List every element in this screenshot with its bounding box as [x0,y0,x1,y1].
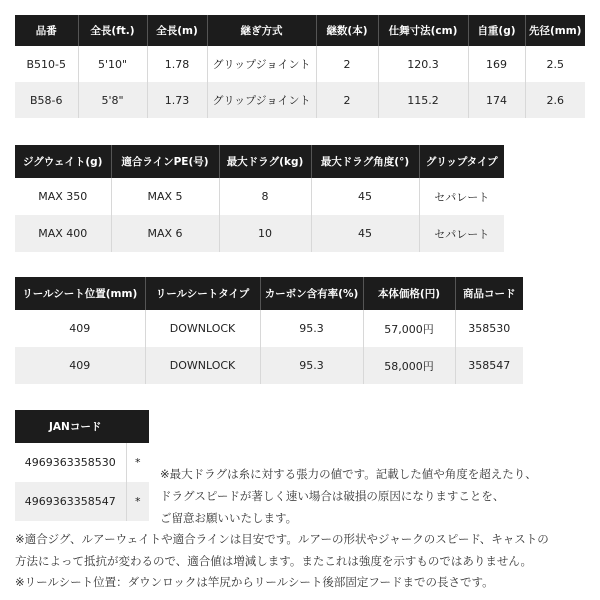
table-cell: 120.3 [378,46,468,82]
table-cell: 174 [468,82,525,118]
table-cell: MAX 5 [111,178,219,215]
col-header: 先径(mm) [525,15,585,46]
col-header: 本体価格(円) [363,277,455,310]
table-cell: 2 [316,46,378,82]
table-cell: 358547 [455,347,523,384]
spec-table-main [15,15,585,118]
table-cell: 5'10" [78,46,147,82]
table-cell: 8 [219,178,311,215]
col-header: 仕舞寸法(cm) [378,15,468,46]
table-row [15,82,585,118]
table-cell: 409 [15,310,145,347]
col-header: グリップタイプ [419,145,504,178]
col-header: リールシートタイプ [145,277,260,310]
spec-table-price [15,277,523,384]
table-cell: 1.78 [147,46,207,82]
table-row [15,482,149,521]
table-header-row [15,410,149,443]
table-cell: B58-6 [15,82,78,118]
table-cell: 2.6 [525,82,585,118]
table-cell: DOWNLOCK [145,310,260,347]
col-header: 商品コード [455,277,523,310]
table-cell: 95.3 [260,347,363,384]
table-row [15,215,504,252]
table-cell: 45 [311,178,419,215]
table-cell: 57,000円 [363,310,455,347]
table-row [15,178,504,215]
table-cell: B510-5 [15,46,78,82]
jan-mark-cell: * [126,482,149,521]
col-header: 全長(ft.) [78,15,147,46]
table-cell: セパレート [419,178,504,215]
note-reel-seat: ※リールシート位置：ダウンロックは竿尻からリールシート後部固定フードまでの長さです。 [15,575,494,589]
table-cell: MAX 400 [15,215,111,252]
table-cell: 2 [316,82,378,118]
table-header-row [15,277,523,310]
table-cell: 115.2 [378,82,468,118]
col-header: 継数(本) [316,15,378,46]
table-row [15,46,585,82]
table-cell: 2.5 [525,46,585,82]
col-header: 適合ラインPE(号) [111,145,219,178]
col-header: リールシート位置(mm) [15,277,145,310]
note-drag-line1: ※最大ドラグは糸に対する張力の値です。記載した値や角度を超えたり、 [160,467,537,481]
table-cell: 45 [311,215,419,252]
jan-mark-cell: * [126,443,149,482]
table-cell: DOWNLOCK [145,347,260,384]
col-header: 品番 [15,15,78,46]
note-jig-line1: ※適合ジグ、ルアーウェイトや適合ラインは目安です。ルアーの形状やジャークのスピード、キャストの [15,532,549,546]
table-header-row [15,145,504,178]
col-header: 全長(m) [147,15,207,46]
table-cell: MAX 6 [111,215,219,252]
table-cell: 58,000円 [363,347,455,384]
col-header: ジグウェイト(g) [15,145,111,178]
table-cell: 5'8" [78,82,147,118]
table-row [15,443,149,482]
col-header: カーボン含有率(%) [260,277,363,310]
table-cell: グリップジョイント [207,46,316,82]
col-header: 継ぎ方式 [207,15,316,46]
table-cell: 1.73 [147,82,207,118]
note-drag-line2: ドラグスピードが著しく速い場合は破損の原因になりますことを、 [160,489,505,503]
jan-code-table [15,410,149,521]
note-jig-line2: 方法によって抵抗が変わるので、適合値は増減します。またこれは強度を示すものではありません。 [15,554,533,568]
jan-code-cell: 4969363358547 [15,482,126,521]
table-cell: MAX 350 [15,178,111,215]
table-cell: 358530 [455,310,523,347]
note-drag-line3: ご留意お願いいたします。 [160,511,298,525]
col-header: 自重(g) [468,15,525,46]
col-header: 最大ドラグ角度(°) [311,145,419,178]
table-cell: 10 [219,215,311,252]
col-header: 最大ドラグ(kg) [219,145,311,178]
table-row [15,347,523,384]
table-cell: 95.3 [260,310,363,347]
table-cell: グリップジョイント [207,82,316,118]
spec-table-drag [15,145,504,252]
table-cell: 409 [15,347,145,384]
table-row [15,310,523,347]
table-cell: 169 [468,46,525,82]
table-cell: セパレート [419,215,504,252]
jan-code-cell: 4969363358530 [15,443,126,482]
col-header: JANコード [15,410,149,443]
table-header-row [15,15,585,46]
